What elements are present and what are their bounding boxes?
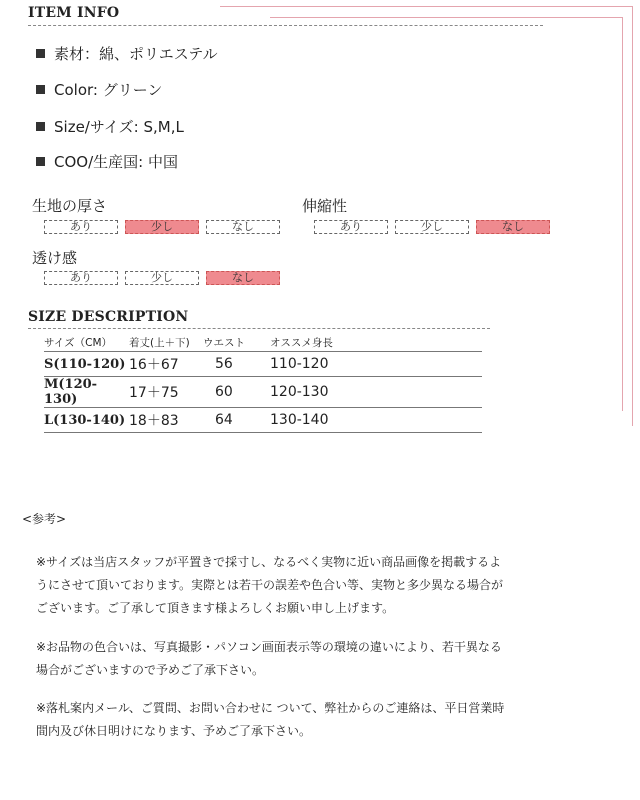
table-cell: 60 <box>203 377 270 408</box>
square-bullet-icon <box>36 49 45 58</box>
info-row-text: Size/サイズ: S,M,L <box>54 118 184 136</box>
size-table-header: サイズ（CM） <box>44 333 129 352</box>
decorative-frame-top-inner <box>270 17 622 18</box>
size-table <box>44 333 482 433</box>
table-row <box>44 408 482 433</box>
table-cell: 120-130 <box>270 377 482 408</box>
info-row-coo <box>36 151 178 172</box>
reference-title: <参考> <box>22 512 67 526</box>
info-row-material <box>36 43 218 64</box>
stretch-option-ari: あり <box>314 220 388 234</box>
reference-note-2 <box>36 636 502 682</box>
info-row-size <box>36 116 184 137</box>
thickness-option-ari: あり <box>44 220 118 234</box>
table-cell: 64 <box>203 408 270 433</box>
note-line: 間内及び休日明けになります、予めご了承下さい。 <box>36 724 312 738</box>
square-bullet-icon <box>36 85 45 94</box>
item-info-title: ITEM INFO <box>28 5 120 21</box>
table-row <box>44 377 482 408</box>
item-info-rule <box>28 25 543 26</box>
size-table-header: 着丈(上＋下) <box>129 333 203 352</box>
transparency-option-ari: あり <box>44 271 118 285</box>
note-line: ※サイズは当店スタッフが平置きで採寸し、なるべく実物に近い商品画像を掲載するよ <box>36 555 502 569</box>
table-cell: M(120-130) <box>44 377 129 408</box>
table-row <box>44 352 482 377</box>
decorative-frame-right-inner <box>622 17 623 411</box>
note-line: うにさせて頂いております。実際とは若干の誤差や色合い等、実物と多少異なる場合が <box>36 578 504 592</box>
note-line: ※お品物の色合いは、写真撮影・パソコン画面表示等の環境の違いにより、若干異なる <box>36 640 502 654</box>
size-table-header: ウエスト <box>203 333 270 352</box>
transparency-label: 透け感 <box>32 249 78 267</box>
thickness-option-sukoshi: 少し <box>125 220 199 234</box>
transparency-option-nashi: なし <box>206 271 280 285</box>
note-line: ※落札案内メール、ご質問、お問い合わせに ついて、弊社からのご連絡は、平日営業時 <box>36 701 505 715</box>
info-row-text: 素材：綿、ポリエステル <box>54 45 218 63</box>
thickness-option-nashi: なし <box>206 220 280 234</box>
size-description-rule <box>28 328 490 329</box>
transparency-option-sukoshi: 少し <box>125 271 199 285</box>
thickness-label: 生地の厚さ <box>32 197 108 215</box>
size-table-header-row <box>44 333 482 352</box>
square-bullet-icon <box>36 157 45 166</box>
table-cell: L(130-140) <box>44 408 129 433</box>
info-row-color <box>36 79 162 100</box>
decorative-frame-top <box>220 6 632 7</box>
stretch-option-sukoshi: 少し <box>395 220 469 234</box>
table-cell: 16＋67 <box>129 352 203 377</box>
size-table-header: オススメ身長 <box>270 333 482 352</box>
table-cell: 130-140 <box>270 408 482 433</box>
note-line: 場合がございますので予めご了承下さい。 <box>36 663 265 677</box>
table-cell: 17＋75 <box>129 377 203 408</box>
table-cell: 18＋83 <box>129 408 203 433</box>
table-cell: S(110-120) <box>44 352 129 377</box>
info-row-text: COO/生産国: 中国 <box>54 153 178 171</box>
reference-note-1 <box>36 551 503 620</box>
note-line: ございます。ご了承して頂きます様よろしくお願い申し上げます。 <box>36 601 395 615</box>
stretch-option-nashi: なし <box>476 220 550 234</box>
stretch-label: 伸縮性 <box>302 197 348 215</box>
table-cell: 56 <box>203 352 270 377</box>
reference-note-3 <box>36 697 504 743</box>
info-row-text: Color: グリーン <box>54 81 163 99</box>
square-bullet-icon <box>36 122 45 131</box>
size-description-title: SIZE DESCRIPTION <box>28 309 189 325</box>
decorative-frame-right <box>632 6 633 426</box>
table-cell: 110-120 <box>270 352 482 377</box>
